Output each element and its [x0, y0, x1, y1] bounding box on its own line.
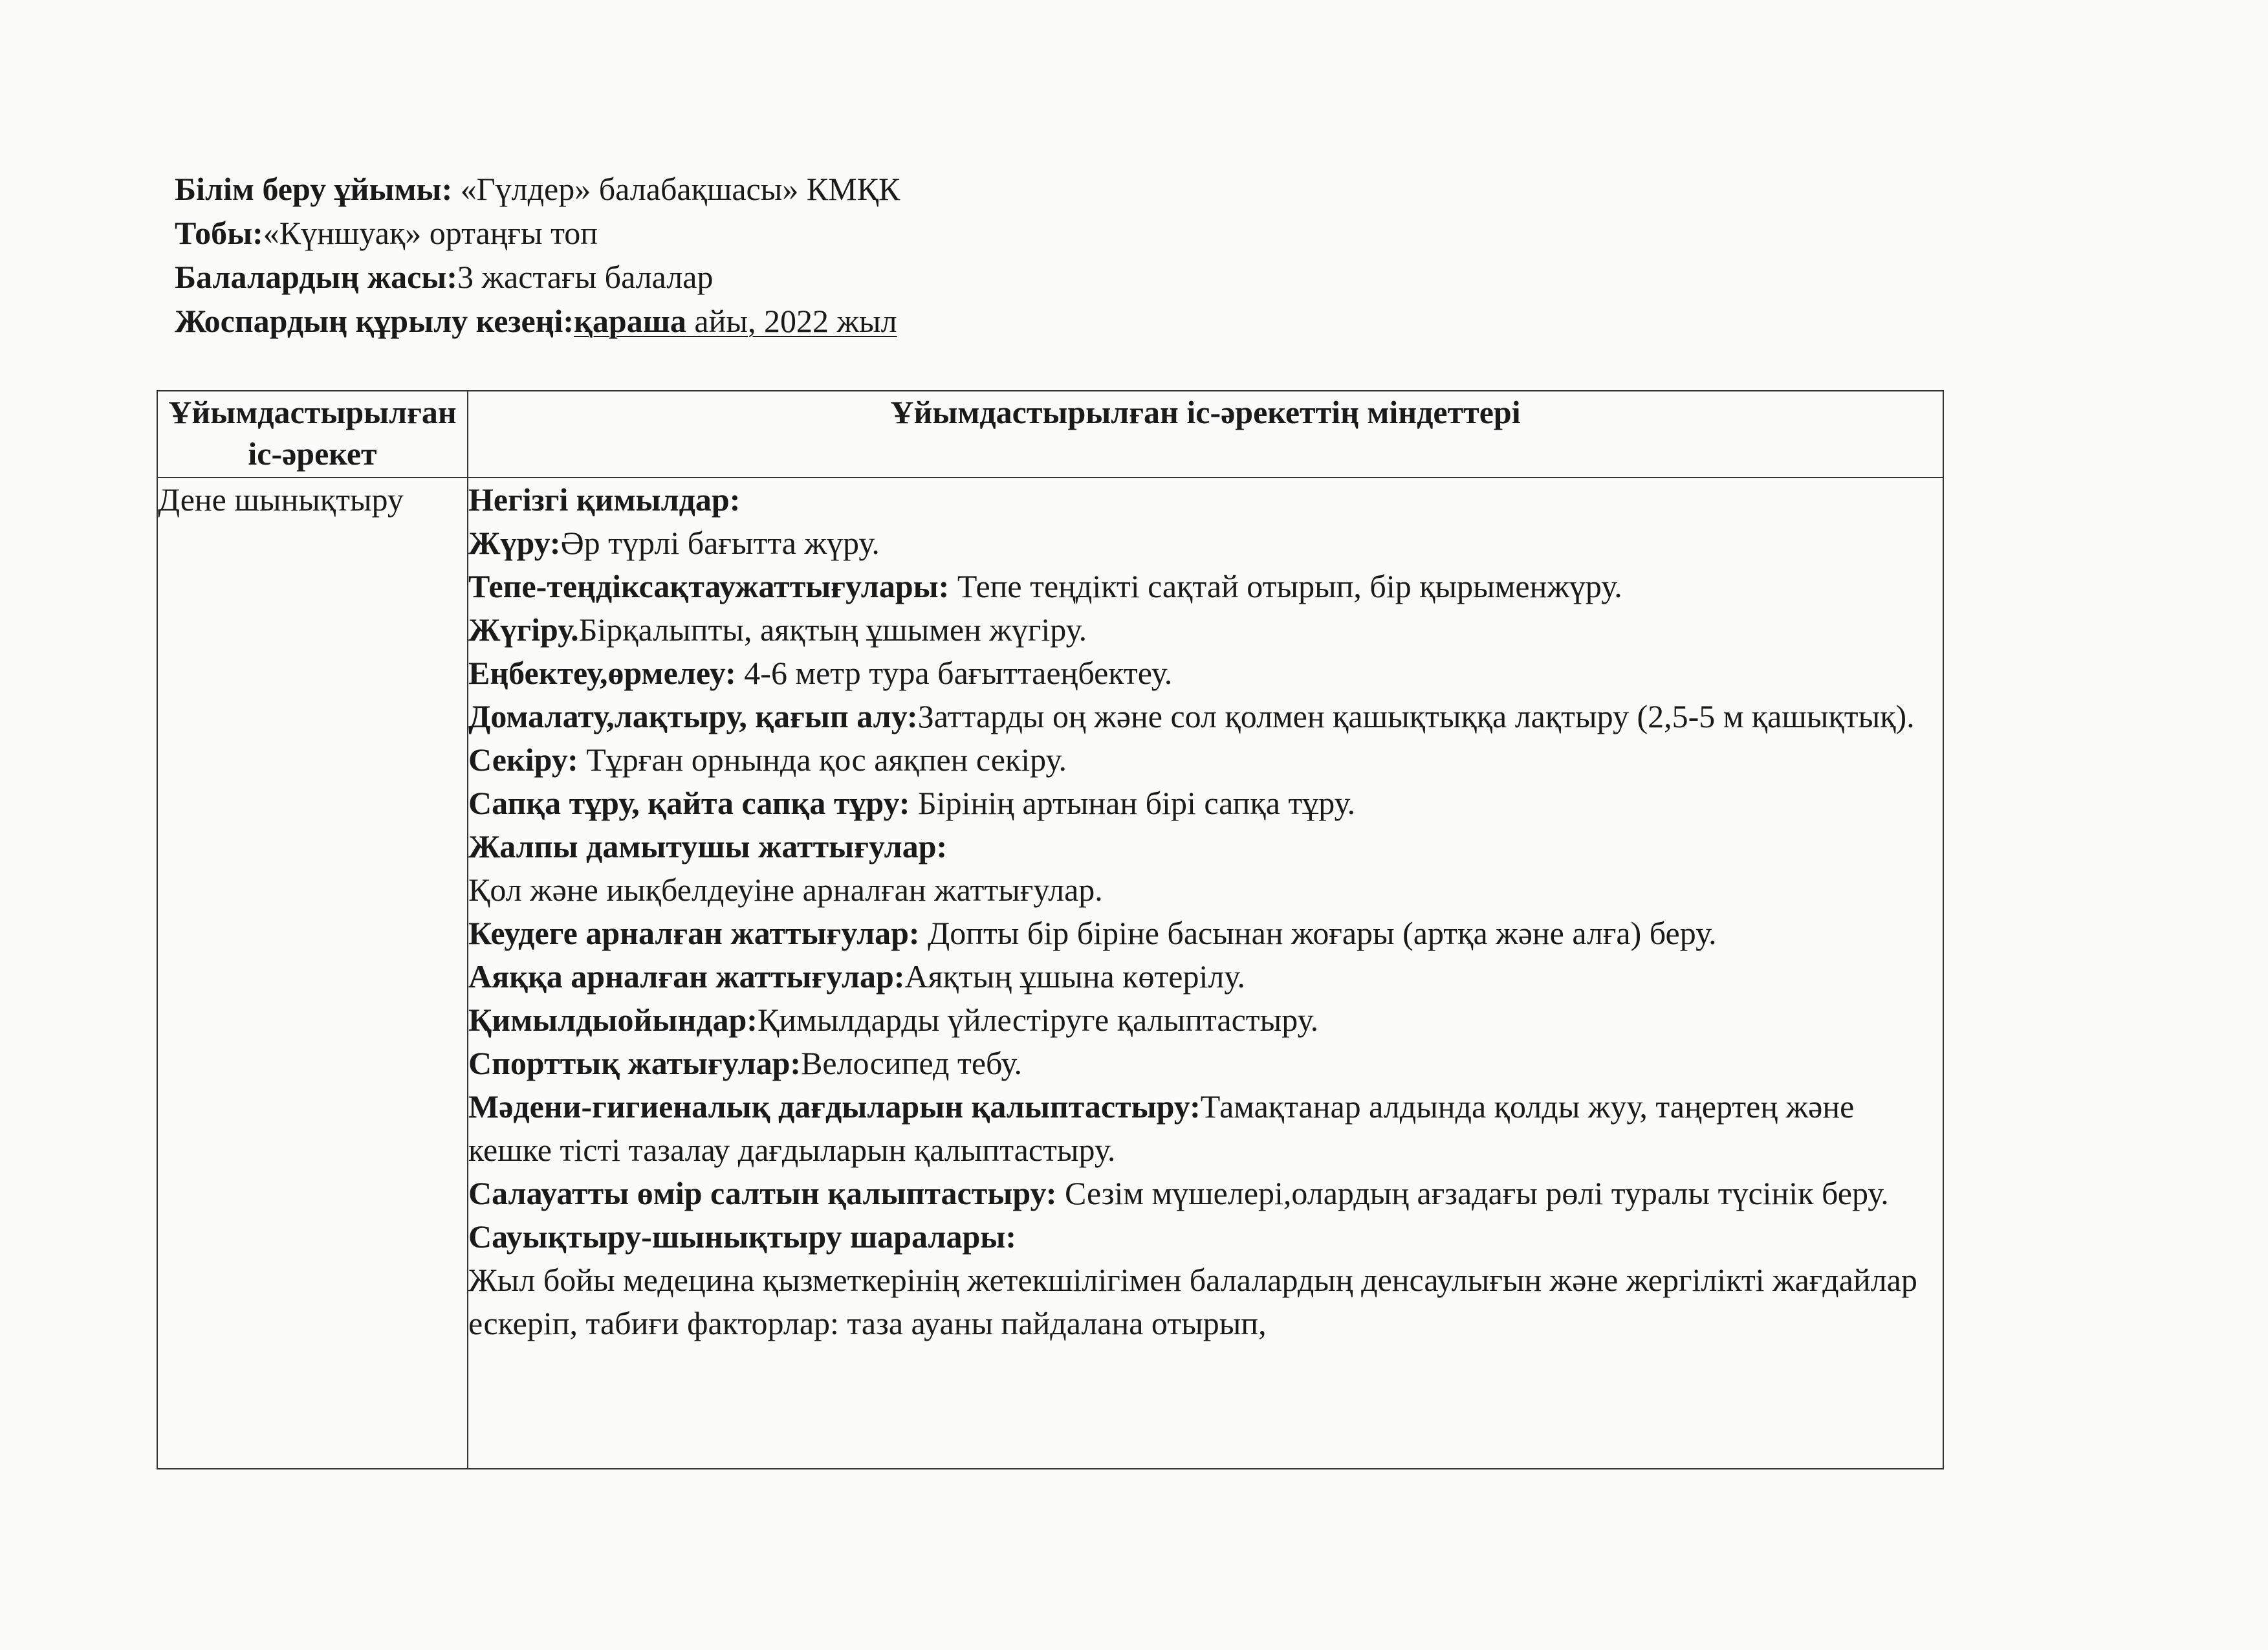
- org-line: [175, 167, 900, 211]
- task-item: [468, 522, 1943, 565]
- plan-table: [157, 390, 1944, 1469]
- task-label: Қимылдыойындар:: [468, 1002, 758, 1038]
- task-item: [468, 782, 1943, 825]
- task-label: Жалпы дамытушы жаттығулар:: [468, 828, 948, 864]
- task-label: Негізгі қимылдар:: [468, 481, 741, 518]
- task-item: [468, 912, 1943, 955]
- task-text: Бірінің артынан бірі сапқа тұру.: [910, 785, 1356, 821]
- task-text: Қимылдарды үйлестіруге қалыптастыру.: [757, 1002, 1319, 1038]
- task-item: [468, 738, 1943, 782]
- tasks-column-header: Ұйымдастырылған іс-әрекеттің міндеттері: [468, 391, 1943, 478]
- period-month: қараша: [574, 303, 686, 339]
- task-item: [468, 695, 1943, 738]
- task-item: [468, 825, 1943, 868]
- task-item: [468, 652, 1943, 695]
- task-label: Тепе-теңдіксақтаужаттығулары:: [468, 568, 950, 604]
- task-text: 4-6 метр тура бағыттаеңбектеу.: [736, 655, 1173, 691]
- task-text: Тепе теңдікті сақтай отырып, бір қырыменжүру.: [949, 568, 1622, 604]
- task-item: [468, 1172, 1943, 1215]
- task-text: Заттарды оң және сол қолмен қашықтыққа лақтыру (2,5-5 м қашықтық).: [917, 698, 1915, 734]
- task-label: Кеудеге арналған жаттығулар:: [468, 915, 920, 951]
- task-item: [468, 565, 1943, 608]
- task-text: Сезім мүшелері,олардың ағзадағы рөлі туралы түсінік беру.: [1056, 1175, 1889, 1211]
- task-label: Сауықтыру-шынықтыру шаралары:: [468, 1218, 1016, 1255]
- task-text: Әр түрлі бағытта жүру.: [560, 525, 880, 561]
- task-item: [468, 1042, 1943, 1085]
- task-item: [468, 1259, 1943, 1345]
- activity-cell: Дене шынықтыру: [157, 478, 468, 1469]
- task-item: [468, 478, 1943, 522]
- task-item: [468, 1085, 1943, 1172]
- tasks-cell: [468, 478, 1943, 1469]
- task-item: [468, 608, 1943, 652]
- period-rest: айы, 2022 жыл: [686, 303, 897, 339]
- task-label: Салауатты өмір салтын қалыптастыру:: [468, 1175, 1057, 1211]
- org-value: «Гүлдер» балабақшасы» КМҚК: [452, 171, 900, 207]
- period-value: [574, 303, 897, 339]
- task-text: Жыл бойы медецина қызметкерінің жетекшілігімен балалардың денсаулығын және жергілікті жағдайлар ескеріп, табиғи факторлар: таза ауаны пайдалана отырып,: [468, 1262, 1917, 1341]
- age-label: Балалардың жасы:: [175, 259, 457, 295]
- task-label: Мәдени-гигиеналық дағдыларын қалыптастыру:: [468, 1088, 1201, 1125]
- task-text: Велосипед тебу.: [801, 1045, 1023, 1081]
- task-label: Жүгіру.: [468, 611, 579, 648]
- document-header: [175, 167, 900, 343]
- table-header-row: [157, 391, 1943, 478]
- period-line: [175, 299, 900, 343]
- task-item: [468, 868, 1943, 912]
- task-label: Аяққа арналған жаттығулар:: [468, 958, 905, 995]
- task-label: Секіру:: [468, 742, 578, 778]
- age-line: [175, 255, 900, 299]
- activity-column-header: Ұйымдастырылған іс-әрекет: [157, 391, 468, 478]
- age-value: 3 жастағы балалар: [457, 259, 714, 295]
- task-label: Домалату,лақтыру, қағып алу:: [468, 698, 918, 734]
- task-label: Жүру:: [468, 525, 561, 561]
- task-text: Допты бір біріне басынан жоғары (артқа және алға) беру.: [919, 915, 1717, 951]
- task-text: Тұрған орнында қос аяқпен секіру.: [578, 742, 1067, 778]
- task-text: Аяқтың ұшына көтерілу.: [904, 958, 1245, 995]
- task-item: [468, 955, 1943, 998]
- task-label: Сапқа тұру, қайта сапқа тұру:: [468, 785, 910, 821]
- org-label: Білім беру ұйымы:: [175, 171, 453, 207]
- task-label: Спорттық жатығулар:: [468, 1045, 801, 1081]
- task-item: [468, 1215, 1943, 1259]
- group-value: «Күншуақ» ортаңғы топ: [263, 215, 598, 251]
- task-label: Еңбектеу,өрмелеу:: [468, 655, 736, 691]
- task-text: Қол және иықбелдеуіне арналған жаттығулар.: [468, 872, 1103, 908]
- task-text: Тамақтанар алдында қолды жуу, таңертең және кешке тісті тазалау дағдыларын қалыптастыру.: [468, 1088, 1855, 1168]
- group-label: Тобы:: [175, 215, 263, 251]
- period-label: Жоспардың құрылу кезеңі:: [175, 303, 574, 339]
- task-text: Бірқалыпты, аяқтың ұшымен жүгіру.: [578, 611, 1087, 648]
- group-line: [175, 211, 900, 255]
- task-item: [468, 998, 1943, 1042]
- table-row: [157, 478, 1943, 1469]
